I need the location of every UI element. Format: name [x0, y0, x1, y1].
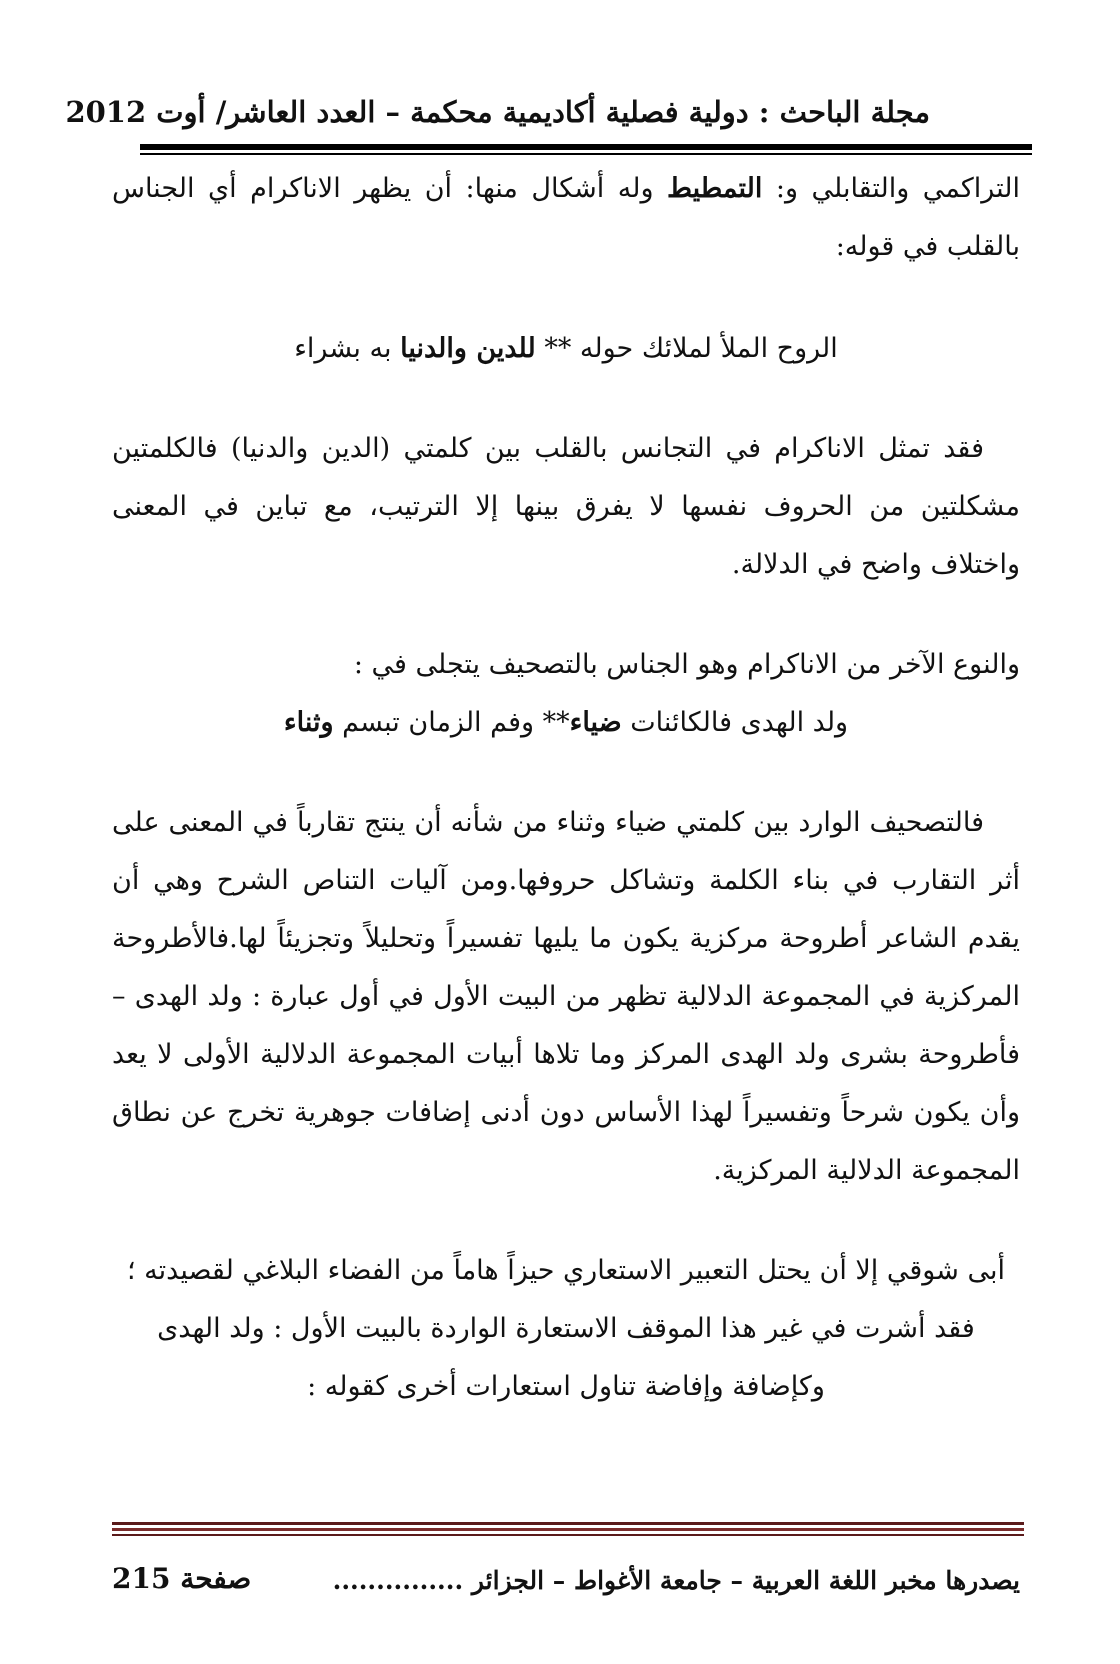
paragraph-3: والنوع الآخر من الاناكرام وهو الجناس بالتصحيف يتجلى في : [353, 649, 1020, 680]
verse-1 [112, 320, 1020, 378]
paragraph-4: فالتصحيف الوارد بين كلمتي ضياء وثناء من شأنه أن ينتج تقارباً في المعنى على أثر التقارب في بناء الكلمة وتشاكل حروفها.ومن آليات التناص الشرح وهي أن يقدم الشاعر أطروحة مركزية يكون ما يليها تفسيراً وتحليلاً وتجزيئاً لها.فالأطروحة المركزية في المجموعة الدلالية تظهر من البيت الأول في أول عبارة : ولد الهدى – فأطروحة بشرى ولد الهدى المركز وما تلاها أبيات المجموعة الدلالية الأولى لا يعد وأن يكون شرحاً وتفسيراً لهذا الأساس دون أدنى إضافات جوهرية تخرج عن نطاق المجموعة الدلالية المركزية. [112, 807, 1020, 1186]
closing-line-1: أبى شوقي إلا أن يحتل التعبير الاستعاري حيزاً هاماً من الفضاء البلاغي لقصيدته ؛ [127, 1255, 1005, 1286]
header-rule-thin [140, 153, 1032, 155]
verse-2-bold-2: وثناء [283, 707, 334, 738]
closing-line-2: فقد أشرت في غير هذا الموقف الاستعارة الواردة بالبيت الأول : ولد الهدى [157, 1313, 975, 1344]
journal-header-title: مجلة الباحث : دولية فصلية أكاديمية محكمة – العدد العاشر/ أوت 2012 [65, 95, 930, 129]
verse-2-bold-1: ضياء [569, 707, 622, 738]
verse-1-bold: للدين والدنيا [400, 333, 536, 364]
paragraph-1 [112, 160, 1020, 276]
paragraph-1-text-b: وله أشكال منها: أن يظهر الاناكرام أي الجناس بالقلب في قوله: [112, 173, 1020, 262]
footer-publisher: يصدرها مخبر اللغة العربية – جامعة الأغواط – الجزائر ............... [332, 1566, 1020, 1595]
footer-rule-middle [112, 1528, 1024, 1531]
footer-page-number: صفحة 215 [112, 1562, 252, 1595]
footer-rule-top [112, 1522, 1024, 1525]
paragraph-2: فقد تمثل الاناكرام في التجانس بالقلب بين كلمتي (الدين والدنيا) فالكلمتين مشكلتين من الحروف نفسها لا يفرق بينها إلا الترتيب، مع تباين في المعنى واختلاف واضح في الدلالة. [112, 433, 1020, 580]
paragraph-1-text-a: التراكمي والتقابلي و: [762, 173, 1020, 204]
header-rule-thick [140, 144, 1032, 150]
verse-2-text-a: ولد الهدى فالكائنات [621, 707, 849, 738]
verse-2-text-b: ** وفم الزمان تبسم [333, 707, 570, 738]
closing-line-3: وكإضافة وإفاضة تناول استعارات أخرى كقوله : [307, 1371, 825, 1402]
article-body [112, 160, 1020, 1416]
paragraph-1-bold-term: التمطيط [666, 173, 763, 204]
verse-1-text-a: الروح الملأ لملائك حوله ** [535, 333, 838, 364]
verse-1-text-b: به بشراء [294, 333, 401, 364]
footer-rule-bottom [112, 1534, 1024, 1536]
verse-2 [112, 694, 1020, 752]
